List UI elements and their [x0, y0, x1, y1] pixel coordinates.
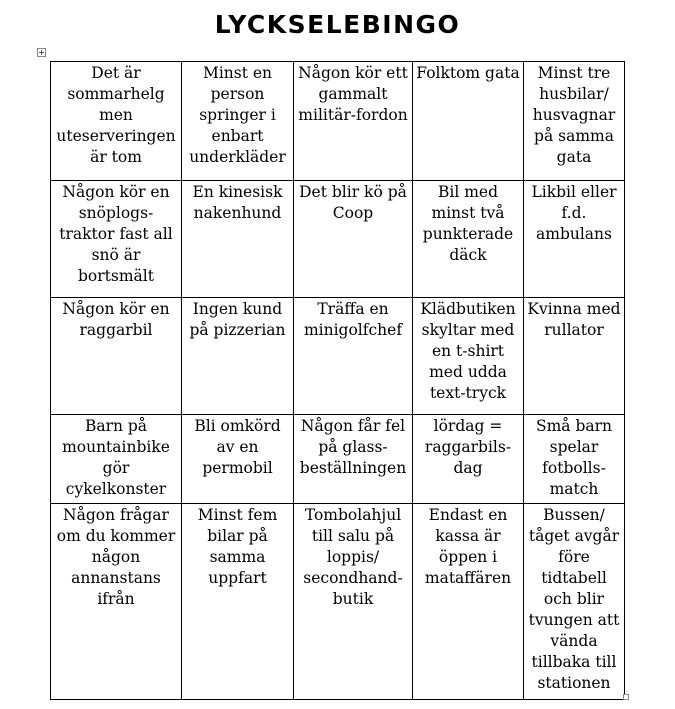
bingo-table: [50, 61, 625, 700]
bingo-cell[interactable]: Det är sommarhelg men uteserveringen är tom: [51, 62, 182, 181]
bingo-cell[interactable]: Folktom gata: [413, 62, 524, 181]
bingo-cell[interactable]: Minst fem bilar på samma uppfart: [182, 504, 294, 700]
bingo-cell[interactable]: Någon kör ett gammalt militär-fordon: [294, 62, 413, 181]
bingo-cell[interactable]: Klädbutiken skyltar med en t-shirt med udda text-tryck: [413, 298, 524, 415]
table-row: [51, 62, 625, 181]
bingo-cell[interactable]: Tombolahjul till salu på loppis/ secondhand-butik: [294, 504, 413, 700]
bingo-cell[interactable]: Någon frågar om du kommer någon annanstans ifrån: [51, 504, 182, 700]
bingo-cell[interactable]: Någon får fel på glass-beställningen: [294, 415, 413, 504]
bingo-cell[interactable]: Ingen kund på pizzerian: [182, 298, 294, 415]
bingo-cell[interactable]: Någon kör en raggarbil: [51, 298, 182, 415]
bingo-cell[interactable]: En kinesisk nakenhund: [182, 181, 294, 298]
table-row: [51, 504, 625, 700]
bingo-cell[interactable]: Likbil eller f.d. ambulans: [524, 181, 625, 298]
bingo-cell[interactable]: Endast en kassa är öppen i mataffären: [413, 504, 524, 700]
table-row: [51, 298, 625, 415]
table-row: [51, 181, 625, 298]
table-row: [51, 415, 625, 504]
bingo-cell[interactable]: Bli omkörd av en permobil: [182, 415, 294, 504]
bingo-cell[interactable]: Det blir kö på Coop: [294, 181, 413, 298]
bingo-cell[interactable]: Bussen/ tåget avgår före tidtabell och blir tvungen att vända tillbaka till stationen: [524, 504, 625, 700]
page-title: LYCKSELEBINGO: [214, 10, 461, 39]
bingo-cell[interactable]: Barn på mountainbike gör cykelkonster: [51, 415, 182, 504]
bingo-cell[interactable]: Små barn spelar fotbolls-match: [524, 415, 625, 504]
bingo-cell[interactable]: Någon kör en snöplogs-traktor fast all snö är bortsmält: [51, 181, 182, 298]
bingo-cell[interactable]: lördag = raggarbils-dag: [413, 415, 524, 504]
square-handle-icon[interactable]: [623, 694, 629, 700]
plus-cross-icon[interactable]: [37, 48, 46, 57]
bingo-cell[interactable]: Minst en person springer i enbart underkläder: [182, 62, 294, 181]
bingo-cell[interactable]: Bil med minst två punkterade däck: [413, 181, 524, 298]
bingo-cell[interactable]: Minst tre husbilar/ husvagnar på samma gata: [524, 62, 625, 181]
bingo-cell[interactable]: Träffa en minigolfchef: [294, 298, 413, 415]
bingo-cell[interactable]: Kvinna med rullator: [524, 298, 625, 415]
